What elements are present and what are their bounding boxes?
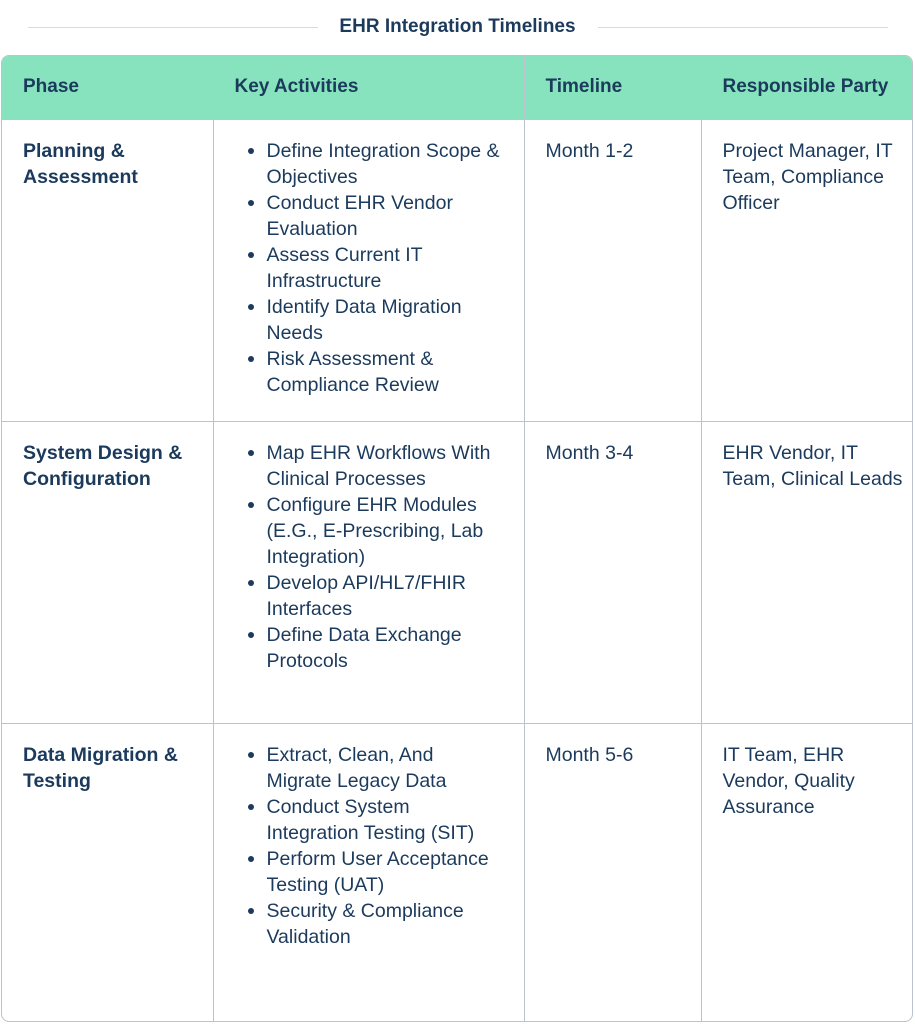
timeline-cell: Month 1-2 xyxy=(524,119,701,421)
table-header-row xyxy=(2,56,913,119)
header-responsible-party: Responsible Party xyxy=(722,76,889,98)
header-timeline: Timeline xyxy=(524,56,701,119)
phase-cell: System Design & Configuration xyxy=(2,421,213,723)
timeline-cell: Month 5-6 xyxy=(524,723,701,1022)
activity-item: Extract, Clean, And Migrate Legacy Data xyxy=(267,742,504,794)
table-row xyxy=(2,421,913,723)
responsible-party-cell: EHR Vendor, IT Team, Clinical Leads xyxy=(701,421,913,723)
responsible-party-cell: Project Manager, IT Team, Compliance Officer xyxy=(701,119,913,421)
activity-item: Configure EHR Modules (E.G., E-Prescribing, Lab Integration) xyxy=(267,492,504,570)
activity-item: Security & Compliance Validation xyxy=(267,898,504,950)
phase-cell: Planning & Assessment xyxy=(2,119,213,421)
activity-item: Conduct EHR Vendor Evaluation xyxy=(267,190,504,242)
activity-list xyxy=(235,440,504,674)
phase-cell: Data Migration & Testing xyxy=(2,723,213,1022)
timeline-table xyxy=(2,56,913,1022)
activity-item: Develop API/HL7/FHIR Interfaces xyxy=(267,570,504,622)
header-phase: Phase xyxy=(2,56,213,119)
activity-item: Conduct System Integration Testing (SIT) xyxy=(267,794,504,846)
title-divider-right xyxy=(598,27,888,28)
table-row xyxy=(2,119,913,421)
header-key-activities: Key Activities xyxy=(213,56,524,119)
activity-item: Risk Assessment & Compliance Review xyxy=(267,346,504,398)
activities-cell xyxy=(213,119,524,421)
activities-cell xyxy=(213,421,524,723)
responsible-party-cell: IT Team, EHR Vendor, Quality Assurance xyxy=(701,723,913,1022)
activity-list xyxy=(235,138,504,398)
activity-item: Define Data Exchange Protocols xyxy=(267,622,504,674)
title-row xyxy=(0,0,915,54)
timeline-table-container xyxy=(1,55,913,1022)
table-row xyxy=(2,723,913,1022)
activity-item: Define Integration Scope & Objectives xyxy=(267,138,504,190)
activity-list xyxy=(235,742,504,950)
timeline-cell: Month 3-4 xyxy=(524,421,701,723)
activity-item: Map EHR Workflows With Clinical Processes xyxy=(267,440,504,492)
activities-cell xyxy=(213,723,524,1022)
activity-item: Identify Data Migration Needs xyxy=(267,294,504,346)
page-title: EHR Integration Timelines xyxy=(339,16,576,37)
activity-item: Assess Current IT Infrastructure xyxy=(267,242,504,294)
activity-item: Perform User Acceptance Testing (UAT) xyxy=(267,846,504,898)
